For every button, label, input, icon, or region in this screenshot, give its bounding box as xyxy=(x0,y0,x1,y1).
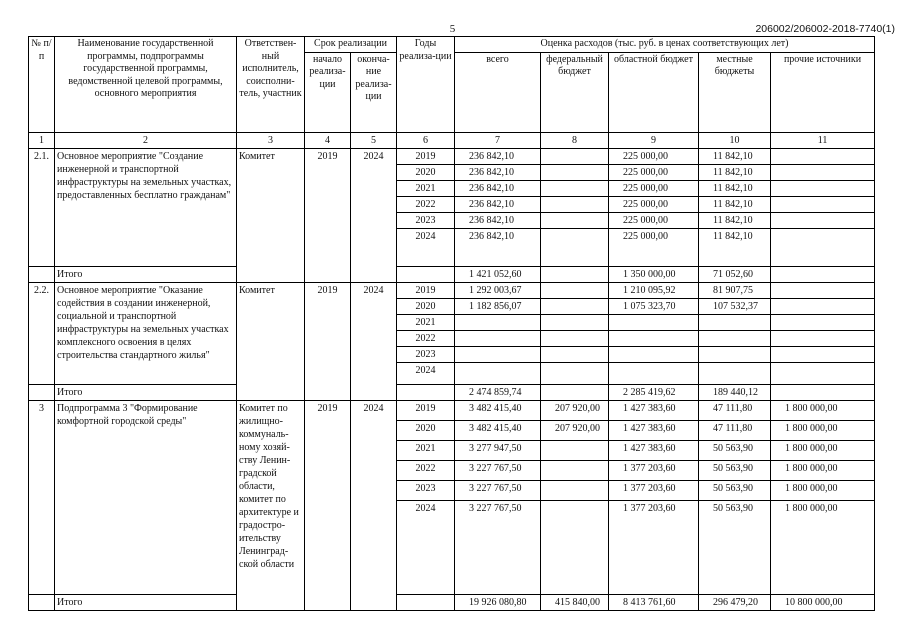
local-cell: 50 563,90 xyxy=(699,440,771,460)
header-other: прочие источники xyxy=(771,52,875,132)
col-number: 11 xyxy=(771,132,875,148)
regional-cell: 225 000,00 xyxy=(609,180,699,196)
col-number: 9 xyxy=(609,132,699,148)
federal-cell xyxy=(541,346,609,362)
col-number: 10 xyxy=(699,132,771,148)
total-cell: 1 182 856,07 xyxy=(455,298,541,314)
regional-cell: 1 075 323,70 xyxy=(609,298,699,314)
federal-cell xyxy=(541,282,609,298)
year-cell: 2023 xyxy=(397,346,455,362)
local-cell: 11 842,10 xyxy=(699,196,771,212)
header-costs: Оценка расходов (тыс. руб. в ценах соответствующих лет) xyxy=(455,37,875,53)
itogo-label: Итого xyxy=(55,594,237,610)
year-cell: 2021 xyxy=(397,180,455,196)
year-cell: 2020 xyxy=(397,164,455,180)
total-row xyxy=(29,384,875,400)
other-cell xyxy=(771,330,875,346)
total-cell: 3 227 767,50 xyxy=(455,500,541,594)
federal-cell xyxy=(541,480,609,500)
regional-cell: 1 427 383,60 xyxy=(609,420,699,440)
year-cell: 2021 xyxy=(397,440,455,460)
total-cell xyxy=(455,346,541,362)
itogo-regional: 1 350 000,00 xyxy=(609,266,699,282)
header-name: Наименование государственной программы, подпрограммы государственной программы, ведомственной целевой программы, основного мероприятия xyxy=(55,37,237,133)
total-row xyxy=(29,266,875,282)
total-cell: 236 842,10 xyxy=(455,228,541,266)
end-year: 2024 xyxy=(351,400,397,610)
regional-cell: 1 377 203,60 xyxy=(609,500,699,594)
header-years: Годы реализа-ции xyxy=(397,37,455,133)
regional-cell xyxy=(609,330,699,346)
year-cell: 2023 xyxy=(397,212,455,228)
regional-cell: 1 210 095,92 xyxy=(609,282,699,298)
total-cell: 236 842,10 xyxy=(455,212,541,228)
itogo-federal: 415 840,00 xyxy=(541,594,609,610)
federal-cell xyxy=(541,298,609,314)
other-cell xyxy=(771,228,875,266)
federal-cell xyxy=(541,148,609,164)
itogo-local: 71 052,60 xyxy=(699,266,771,282)
itogo-regional: 8 413 761,60 xyxy=(609,594,699,610)
regional-cell: 1 377 203,60 xyxy=(609,480,699,500)
itogo-local: 189 440,12 xyxy=(699,384,771,400)
start-year: 2019 xyxy=(305,148,351,282)
document-id: 206002/206002-2018-7740(1) xyxy=(755,23,895,35)
other-cell: 1 800 000,00 xyxy=(771,460,875,480)
total-cell: 236 842,10 xyxy=(455,148,541,164)
federal-cell xyxy=(541,362,609,384)
local-cell: 11 842,10 xyxy=(699,148,771,164)
responsible-party: Комитет по жилищно-коммуналь-ному хозяй-ству Ленин-градской области, комитет по архитектуре и градостро-ительству Ленинград-ской области xyxy=(237,400,305,610)
header-num: № п/п xyxy=(29,37,55,133)
total-cell xyxy=(455,362,541,384)
itogo-total: 1 421 052,60 xyxy=(455,266,541,282)
federal-cell xyxy=(541,228,609,266)
empty-cell xyxy=(397,384,455,400)
other-cell: 1 800 000,00 xyxy=(771,420,875,440)
col-number: 7 xyxy=(455,132,541,148)
itogo-local: 296 479,20 xyxy=(699,594,771,610)
row-number: 2.2. xyxy=(29,282,55,384)
federal-cell xyxy=(541,460,609,480)
total-cell: 3 227 767,50 xyxy=(455,480,541,500)
local-cell: 11 842,10 xyxy=(699,212,771,228)
total-cell xyxy=(455,314,541,330)
other-cell: 1 800 000,00 xyxy=(771,480,875,500)
other-cell xyxy=(771,362,875,384)
empty-cell xyxy=(29,384,55,400)
local-cell: 107 532,37 xyxy=(699,298,771,314)
year-cell: 2019 xyxy=(397,282,455,298)
local-cell xyxy=(699,346,771,362)
local-cell xyxy=(699,330,771,346)
costs-table xyxy=(28,36,875,611)
itogo-other xyxy=(771,266,875,282)
year-cell: 2023 xyxy=(397,480,455,500)
other-cell xyxy=(771,282,875,298)
end-year: 2024 xyxy=(351,282,397,400)
local-cell: 50 563,90 xyxy=(699,480,771,500)
federal-cell: 207 920,00 xyxy=(541,400,609,420)
year-cell: 2020 xyxy=(397,298,455,314)
other-cell xyxy=(771,346,875,362)
regional-cell xyxy=(609,362,699,384)
itogo-federal xyxy=(541,266,609,282)
responsible-party: Комитет xyxy=(237,282,305,400)
federal-cell xyxy=(541,196,609,212)
regional-cell xyxy=(609,314,699,330)
total-row xyxy=(29,594,875,610)
table-row xyxy=(29,148,875,164)
federal-cell xyxy=(541,212,609,228)
header-responsible: Ответствен-ный исполнитель, соисполни-тель, участник xyxy=(237,37,305,133)
itogo-label: Итого xyxy=(55,384,237,400)
other-cell xyxy=(771,164,875,180)
responsible-party: Комитет xyxy=(237,148,305,282)
itogo-other: 10 800 000,00 xyxy=(771,594,875,610)
other-cell: 1 800 000,00 xyxy=(771,400,875,420)
other-cell xyxy=(771,212,875,228)
header-end: оконча-ние реализа-ции xyxy=(351,52,397,132)
federal-cell xyxy=(541,500,609,594)
other-cell: 1 800 000,00 xyxy=(771,440,875,460)
header-local: местные бюджеты xyxy=(699,52,771,132)
regional-cell: 225 000,00 xyxy=(609,164,699,180)
regional-cell: 225 000,00 xyxy=(609,148,699,164)
col-number: 1 xyxy=(29,132,55,148)
regional-cell: 1 377 203,60 xyxy=(609,460,699,480)
local-cell: 50 563,90 xyxy=(699,500,771,594)
itogo-label: Итого xyxy=(55,266,237,282)
start-year: 2019 xyxy=(305,400,351,610)
col-number: 6 xyxy=(397,132,455,148)
local-cell: 81 907,75 xyxy=(699,282,771,298)
federal-cell xyxy=(541,164,609,180)
year-cell: 2022 xyxy=(397,460,455,480)
itogo-federal xyxy=(541,384,609,400)
local-cell: 47 111,80 xyxy=(699,400,771,420)
federal-cell xyxy=(541,314,609,330)
empty-cell xyxy=(29,594,55,610)
itogo-other xyxy=(771,384,875,400)
local-cell: 50 563,90 xyxy=(699,460,771,480)
other-cell: 1 800 000,00 xyxy=(771,500,875,594)
total-cell: 3 482 415,40 xyxy=(455,420,541,440)
total-cell: 236 842,10 xyxy=(455,164,541,180)
year-cell: 2019 xyxy=(397,148,455,164)
year-cell: 2019 xyxy=(397,400,455,420)
total-cell: 1 292 003,67 xyxy=(455,282,541,298)
total-cell: 236 842,10 xyxy=(455,196,541,212)
table-row xyxy=(29,282,875,298)
regional-cell xyxy=(609,346,699,362)
item-name: Подпрограмма 3 "Формирование комфортной городской среды" xyxy=(55,400,237,594)
start-year: 2019 xyxy=(305,282,351,400)
year-cell: 2022 xyxy=(397,196,455,212)
year-cell: 2020 xyxy=(397,420,455,440)
local-cell: 11 842,10 xyxy=(699,164,771,180)
regional-cell: 225 000,00 xyxy=(609,212,699,228)
header-total: всего xyxy=(455,52,541,132)
header-period: Срок реализации xyxy=(305,37,397,53)
row-number: 2.1. xyxy=(29,148,55,266)
end-year: 2024 xyxy=(351,148,397,282)
federal-cell xyxy=(541,330,609,346)
header-federal: федеральный бюджет xyxy=(541,52,609,132)
local-cell xyxy=(699,314,771,330)
total-cell: 3 482 415,40 xyxy=(455,400,541,420)
local-cell xyxy=(699,362,771,384)
federal-cell: 207 920,00 xyxy=(541,420,609,440)
regional-cell: 225 000,00 xyxy=(609,196,699,212)
other-cell xyxy=(771,148,875,164)
item-name: Основное мероприятие "Оказание содействия в создании инженерной, социальной и транспортной инфраструктуры на земельных участках комплексного освоения в целях строительства стандартного жилья" xyxy=(55,282,237,384)
item-name: Основное мероприятие "Создание инженерной и транспортной инфраструктуры на земельных участках, предоставленных бесплатно гражданам" xyxy=(55,148,237,266)
empty-cell xyxy=(397,266,455,282)
itogo-regional: 2 285 419,62 xyxy=(609,384,699,400)
local-cell: 11 842,10 xyxy=(699,228,771,266)
other-cell xyxy=(771,314,875,330)
federal-cell xyxy=(541,440,609,460)
other-cell xyxy=(771,298,875,314)
header-regional: областной бюджет xyxy=(609,52,699,132)
total-cell xyxy=(455,330,541,346)
total-cell: 236 842,10 xyxy=(455,180,541,196)
regional-cell: 225 000,00 xyxy=(609,228,699,266)
local-cell: 11 842,10 xyxy=(699,180,771,196)
total-cell: 3 227 767,50 xyxy=(455,460,541,480)
total-cell: 3 277 947,50 xyxy=(455,440,541,460)
table-row xyxy=(29,400,875,420)
other-cell xyxy=(771,196,875,212)
itogo-total: 2 474 859,74 xyxy=(455,384,541,400)
federal-cell xyxy=(541,180,609,196)
year-cell: 2022 xyxy=(397,330,455,346)
col-number: 5 xyxy=(351,132,397,148)
year-cell: 2024 xyxy=(397,228,455,266)
col-number: 2 xyxy=(55,132,237,148)
row-number: 3 xyxy=(29,400,55,594)
col-number: 4 xyxy=(305,132,351,148)
year-cell: 2021 xyxy=(397,314,455,330)
header-start: начало реализа-ции xyxy=(305,52,351,132)
page-number: 5 xyxy=(449,23,456,35)
year-cell: 2024 xyxy=(397,362,455,384)
regional-cell: 1 427 383,60 xyxy=(609,400,699,420)
year-cell: 2024 xyxy=(397,500,455,594)
empty-cell xyxy=(397,594,455,610)
other-cell xyxy=(771,180,875,196)
regional-cell: 1 427 383,60 xyxy=(609,440,699,460)
empty-cell xyxy=(29,266,55,282)
col-number: 3 xyxy=(237,132,305,148)
itogo-total: 19 926 080,80 xyxy=(455,594,541,610)
col-number: 8 xyxy=(541,132,609,148)
local-cell: 47 111,80 xyxy=(699,420,771,440)
